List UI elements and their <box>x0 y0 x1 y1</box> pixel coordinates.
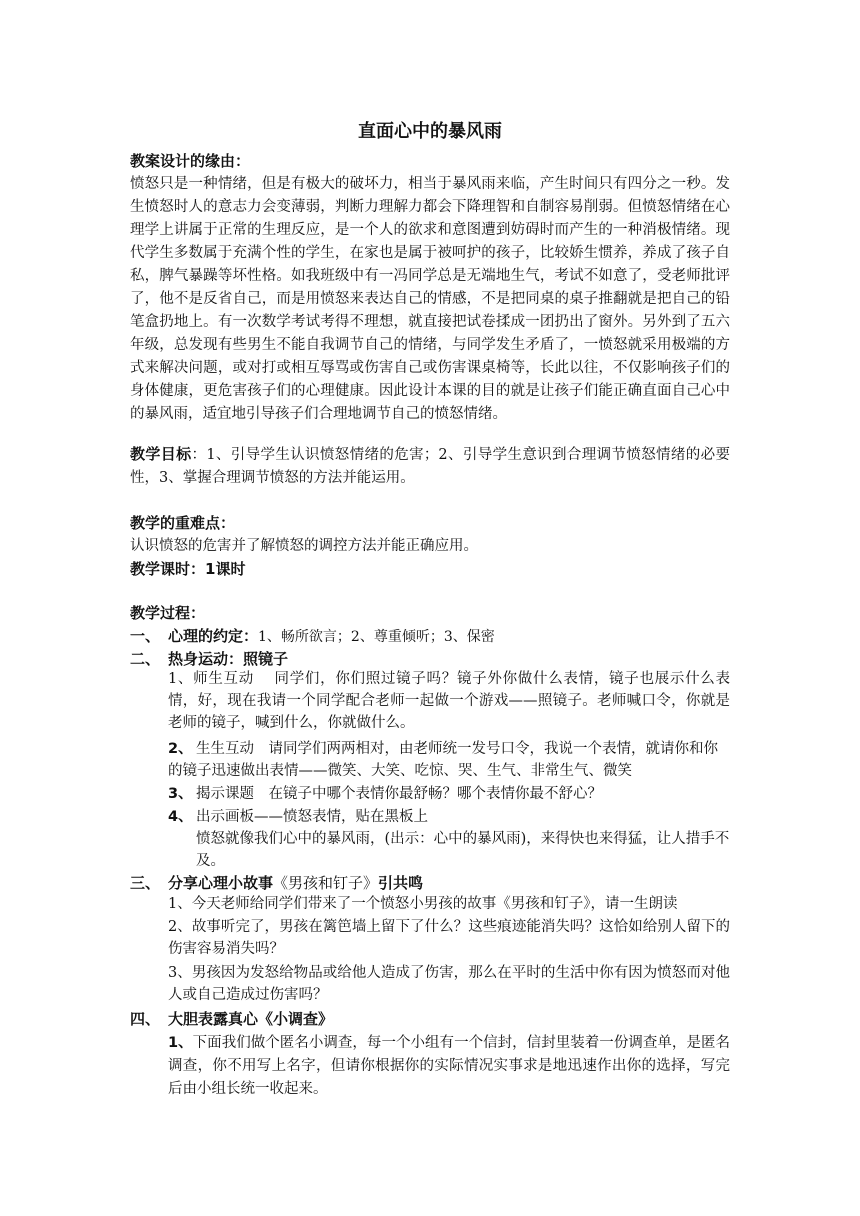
section-2-item-2 <box>168 738 730 782</box>
section-4-title: 大胆表露真心《小调查》 <box>168 1010 334 1028</box>
section-2-title: 热身运动：照镜子 <box>168 650 289 668</box>
section-1-number: 一、 <box>130 627 161 645</box>
section-2-item-4-text-b: 愤怒就像我们心中的暴风雨，(出示：心中的暴风雨)，来得快也来得猛，让人措手不及。 <box>196 831 730 869</box>
section-2-item-4-text-a: 出示画板——愤怒表情，贴在黑板上 <box>196 809 428 825</box>
section-4-item-1 <box>168 1032 730 1101</box>
section-2-item-2-text: 生生互动 请同学们两两相对，由老师统一发号口令，我说一个表情，就请你和你的镜子迅速做出表情——微笑、大笑、吃惊、哭、生气、非常生气、微笑 <box>168 741 718 779</box>
section-2-item-1: 1、师生互动 同学们，你们照过镜子吗？镜子外你做什么表情，镜子也展示什么表情，好，现在我请一个同学配合老师一起做一个游戏——照镜子。老师喊口令，你就是老师的镜子，喊到什么，你就做什么。 <box>168 671 730 731</box>
keypoints-heading: 教学的重难点： <box>130 514 236 532</box>
process-heading: 教学过程： <box>130 604 206 622</box>
goals-section <box>130 443 730 490</box>
goals-heading: 教学目标 <box>130 445 192 463</box>
section-3-title-a: 分享心理小故事 <box>168 874 274 892</box>
section-3-title-b: 《男孩和钉子》 <box>273 874 379 892</box>
section-2-number: 二、 <box>130 650 161 668</box>
section-4-item-1-text: 下面我们做个匿名小调查，每一个小组有一个信封，信封里装着一份调查单，是匿名调查，你不用写上名字，但请你根据你的实际情况实事求是地迅速作出你的选择，写完后由小组长统一收起来。 <box>168 1035 730 1097</box>
section-2-heading <box>130 648 288 669</box>
section-4-heading <box>130 1008 333 1029</box>
section-1-rest: 1、畅所欲言；2、尊重倾听；3、保密 <box>258 629 495 645</box>
section-2-item-3-number: 3、 <box>168 786 193 802</box>
origin-heading: 教案设计的缘由： <box>130 152 251 170</box>
section-3-title-c: 引共鸣 <box>378 874 424 892</box>
section-3-item-2: 2、故事听完了，男孩在篱笆墙上留下了什么？这些痕迹能消失吗？这恰如给别人留下的伤害容易消失吗？ <box>168 919 730 957</box>
section-2-item-3-text: 揭示课题 在镜子中哪个表情你最舒畅？哪个表情你最不舒心？ <box>196 786 602 802</box>
section-2-item-4 <box>168 806 730 872</box>
section-3-item-1: 1、今天老师给同学们带来了一个愤怒小男孩的故事《男孩和钉子》，请一生朗读 <box>168 896 678 912</box>
origin-text: 愤怒只是一种情绪，但是有极大的破坏力，相当于暴风雨来临，产生时间只有四分之一秒。发生愤怒时人的意志力会变薄弱，判断力理解力都会下降理智和自制容易削弱。但愤怒情绪在心理学上讲属于正常的生理反应，是一个人的欲求和意图遭到妨碍时而产生的一种消极情绪。现代学生多数属于充满个性的学生，在家也是属于被呵护的孩子，比较娇生惯养，养成了孩子自私，脾气暴躁等坏性格。如我班级中有一冯同学总是无端地生气，考试不如意了，受老师批评了，他不是反省自己，而是用愤怒来表达自己的情感，不是把同桌的桌子推翻就是把自己的铅笔盒扔地上。有一次数学考试考得不理想，就直接把试卷揉成一团扔出了窗外。另外到了五六年级，总发现有些男生不能自我调节自己的情绪，与同学发生矛盾了，一愤怒就采用极端的方式来解决问题，或对打或相互辱骂或伤害自己或伤害课桌椅等，长此以往，不仅影响孩子们的身体健康，更危害孩子们的心理健康。因此设计本课的目的就是让孩子们能正确直面自己心中的暴风雨，适宜地引导孩子们合理地调节自己的愤怒情绪。 <box>130 176 730 422</box>
section-3-item-3: 3、男孩因为发怒给物品或给他人造成了伤害，那么在平时的生活中你有因为愤怒而对他人或自己造成过伤害吗？ <box>168 965 730 1003</box>
keypoints-text: 认识愤怒的危害并了解愤怒的调控方法并能正确应用。 <box>130 538 478 554</box>
document-title: 直面心中的暴风雨 <box>358 121 502 142</box>
section-1-heading <box>130 625 495 646</box>
hours-line: 教学课时：1课时 <box>130 560 246 578</box>
section-2-item-2-number: 2、 <box>168 741 193 757</box>
section-4-item-1-number: 1、 <box>168 1035 193 1051</box>
goals-text: ：1、引导学生认识愤怒情绪的危害；2、引导学生意识到合理调节愤怒情绪的必要性，3、掌握合理调节愤怒的方法并能运用。 <box>130 447 730 486</box>
section-3-number: 三、 <box>130 874 161 892</box>
section-1-title: 心理的约定： <box>168 627 259 645</box>
origin-section <box>130 150 730 426</box>
section-4-number: 四、 <box>130 1010 161 1028</box>
section-2-item-3 <box>168 783 730 805</box>
keypoints-section <box>130 512 730 581</box>
section-3-heading <box>130 872 423 893</box>
section-2-item-4-number: 4、 <box>168 809 193 825</box>
